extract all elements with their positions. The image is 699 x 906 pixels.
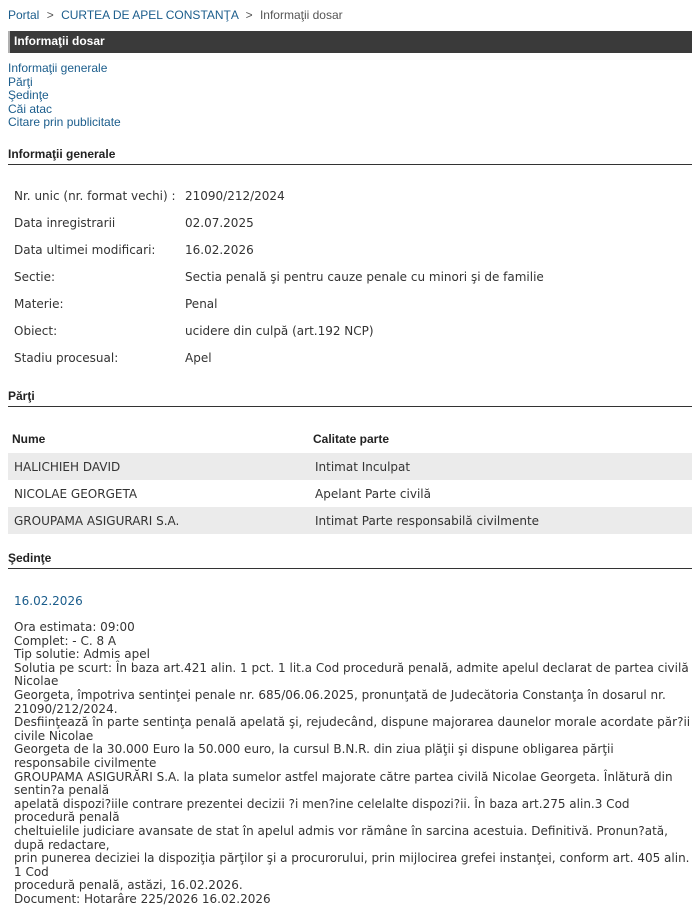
sedinta-solutie-line: prin punerea deciziei la dispoziţia părţilor şi a procurorului, prin mijlocirea grefei instanţei, conform art. 405 alin. 1 Cod bbox=[14, 851, 690, 879]
info-label: Sectie: bbox=[14, 270, 56, 284]
sedinta-solutie-line: GROUPAMA ASIGURĂRI S.A. la plata sumelor astfel majorate către partea civilă Nicolae Georgeta. Înlătură din sentin?a penală bbox=[14, 769, 673, 798]
sedinta-solutie-line: cheltuielile judiciare avansate de stat în apelul admis vor rămâne în sarcina acestuia. Definitivă. Pronun?ată, după redactare, bbox=[14, 823, 668, 852]
breadcrumb-current: Informaţii dosar bbox=[259, 8, 343, 22]
breadcrumb-separator: > bbox=[46, 8, 54, 22]
party-role: Intimat Inculpat bbox=[315, 460, 411, 474]
info-value: 16.02.2026 bbox=[185, 243, 254, 257]
party-name: HALICHIEH DAVID bbox=[14, 460, 121, 474]
table-row bbox=[8, 507, 692, 534]
sedinta-solutie-line: procedură penală, astăzi, 16.02.2026. bbox=[14, 878, 243, 893]
section-nav bbox=[8, 62, 121, 130]
info-value: ucidere din culpă (art.192 NCP) bbox=[185, 324, 374, 338]
breadcrumb-portal-link[interactable]: Portal bbox=[8, 8, 40, 22]
breadcrumb-separator: > bbox=[245, 8, 253, 22]
info-value: Apel bbox=[185, 351, 212, 365]
sedinta-date-link[interactable]: 16.02.2026 bbox=[14, 594, 83, 608]
breadcrumb bbox=[8, 8, 343, 22]
sedinta-solutie-line: Georgeta de la 30.000 Euro la 50.000 euro, la cursul B.N.R. din ziua plăţii şi dispune obligarea părţii responsabile civilmente bbox=[14, 742, 614, 770]
info-label: Materie: bbox=[14, 297, 64, 311]
breadcrumb-court-link[interactable]: CURTEA DE APEL CONSTANŢA bbox=[61, 8, 239, 22]
parti-table-header bbox=[8, 430, 692, 448]
info-value: Penal bbox=[185, 297, 218, 311]
nav-link-informatii-generale[interactable]: Informaţii generale bbox=[8, 61, 108, 75]
party-role: Apelant Parte civilă bbox=[315, 487, 431, 501]
info-value: 21090/212/2024 bbox=[185, 189, 285, 203]
party-role: Intimat Parte responsabilă civilmente bbox=[315, 514, 540, 528]
nav-link-parti[interactable]: Părţi bbox=[8, 74, 33, 89]
section-heading-parti: Părţi bbox=[8, 389, 692, 407]
sedinta-details bbox=[14, 621, 692, 906]
sedinta-solutie-line: Solutia pe scurt: În baza art.421 alin. 1 pct. 1 lit.a Cod procedură penală, admite apelul declarat de partea civilă Nicolae bbox=[14, 660, 689, 689]
sedinta-solutie-line: apelată dispozi?iile contrare prezentei decizii ?i men?ine celelalte dispozi?ii. În baza art.275 alin.3 Cod procedură penală bbox=[14, 796, 630, 825]
info-label: Nr. unic (nr. format vechi) : bbox=[14, 189, 176, 203]
sedinta-tip-solutie: Tip solutie: Admis apel bbox=[14, 647, 150, 662]
page-title: Informaţii dosar bbox=[14, 34, 105, 48]
info-value: 02.07.2025 bbox=[185, 216, 254, 230]
info-label: Data inregistrarii bbox=[14, 216, 116, 230]
info-label: Data ultimei modificari: bbox=[14, 243, 156, 257]
sedinta-document: Document: Hotarâre 225/2026 16.02.2026 bbox=[14, 891, 271, 906]
section-heading-sedinte: Şedinţe bbox=[8, 551, 692, 569]
info-label: Stadiu procesual: bbox=[14, 351, 119, 365]
table-row bbox=[8, 453, 692, 480]
column-header-nume: Nume bbox=[12, 432, 46, 446]
sedinta-solutie-line: Desfiinţează în parte sentinţa penală apelată şi, rejudecând, dispune majorarea daunelor morale acordate păr?ii civile Nicolae bbox=[14, 715, 691, 743]
info-value: Sectia penală şi pentru cauze penale cu minori şi de familie bbox=[185, 270, 544, 284]
table-row bbox=[8, 480, 692, 507]
sedinta-ora: Ora estimata: 09:00 bbox=[14, 620, 135, 634]
party-name: GROUPAMA ASIGURARI S.A. bbox=[14, 514, 180, 528]
column-header-calitate: Calitate parte bbox=[313, 432, 390, 446]
sedinta-solutie-line: Georgeta, împotriva sentinţei penale nr. 685/06.06.2025, pronunţată de Judecătoria Constanţa în dosarul nr. 21090/212/2024. bbox=[14, 687, 666, 716]
page-title-bar bbox=[8, 31, 692, 53]
sedinta-complet: Complet: - C. 8 A bbox=[14, 633, 117, 648]
section-heading-informatii-generale: Informaţii generale bbox=[8, 147, 692, 165]
party-name: NICOLAE GEORGETA bbox=[14, 487, 138, 501]
info-label: Obiect: bbox=[14, 324, 58, 338]
nav-link-sedinte[interactable]: Şedinţe bbox=[8, 88, 49, 103]
nav-link-citare-publicitate[interactable]: Citare prin publicitate bbox=[8, 115, 121, 130]
nav-link-cai-atac[interactable]: Căi atac bbox=[8, 101, 53, 116]
